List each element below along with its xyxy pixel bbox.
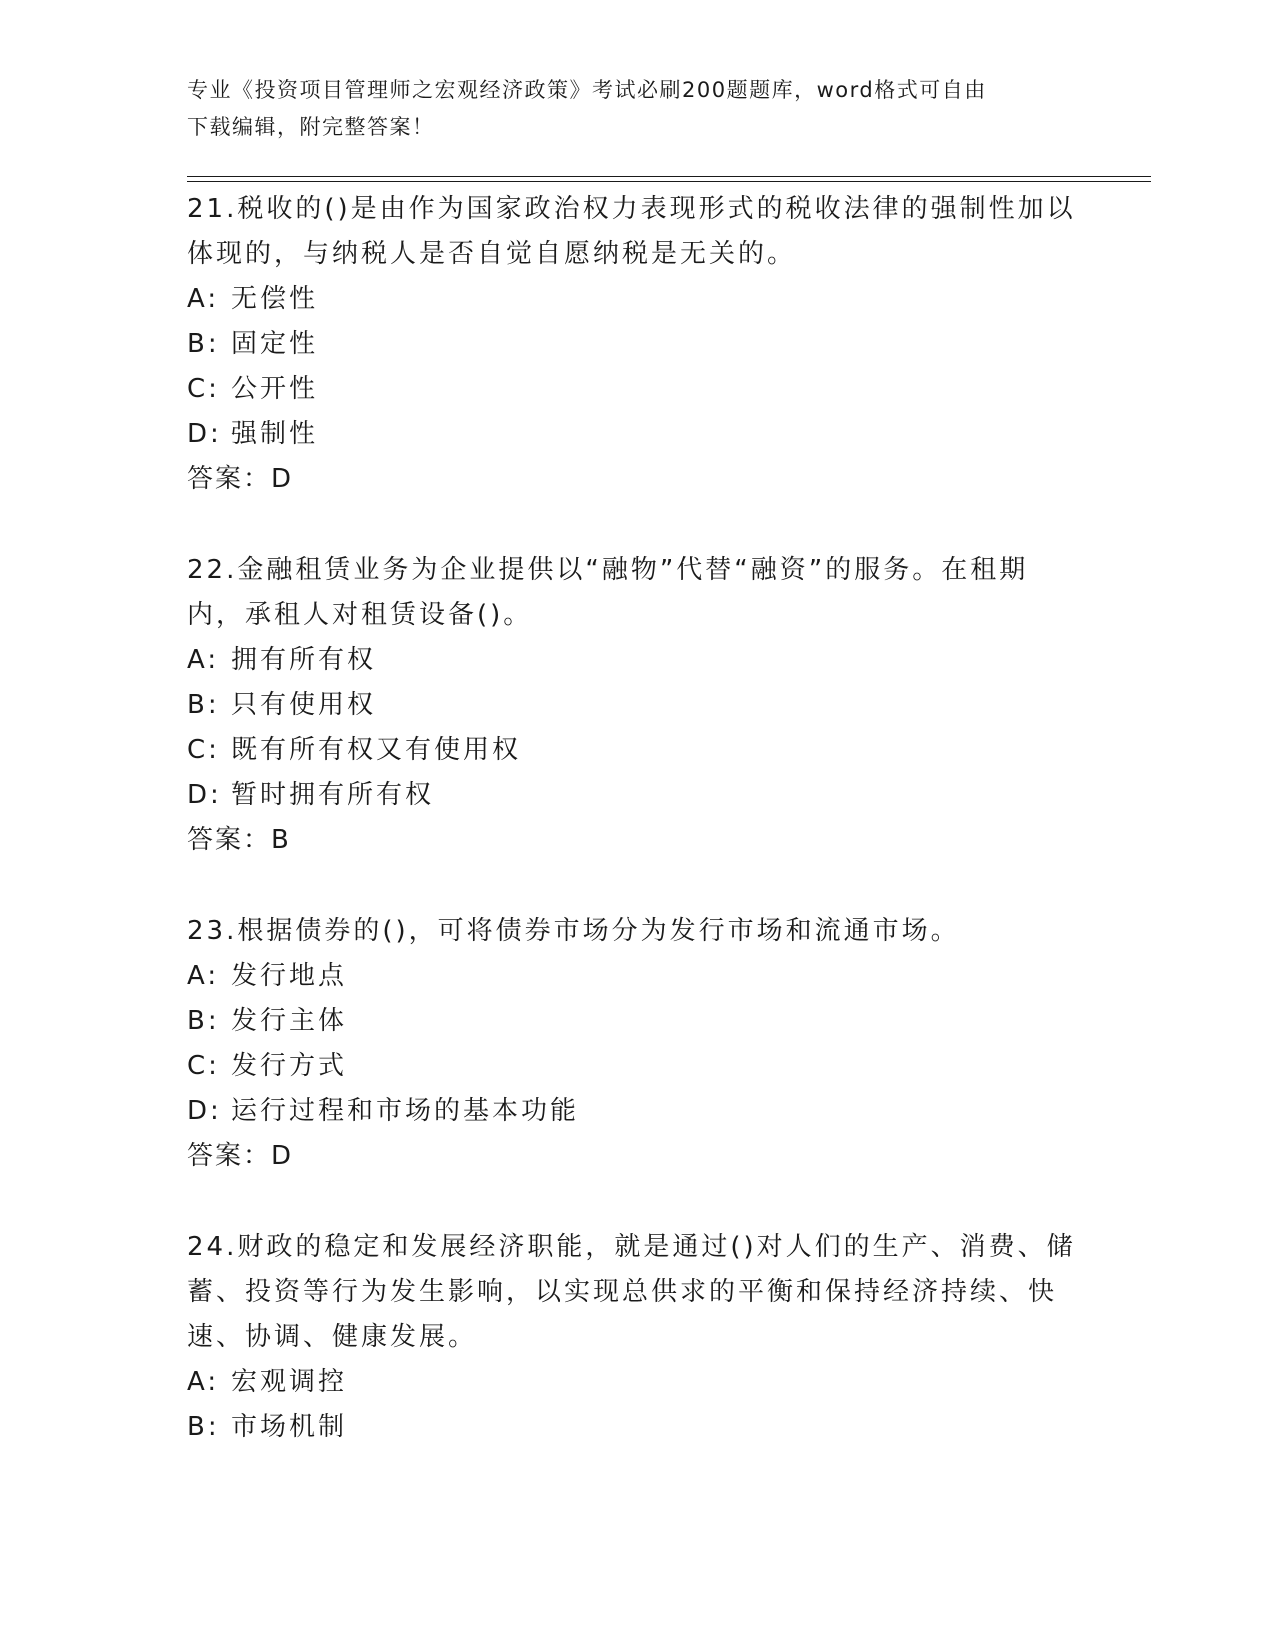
answer-option: [187, 773, 1087, 818]
question-stem-line: 23.根据债券的()，可将债券市场分为发行市场和流通市场。: [187, 916, 960, 946]
answer-option: [187, 728, 1087, 773]
question-list: [187, 187, 1087, 1496]
answer-option: [187, 322, 1087, 367]
option-letter: C:: [187, 374, 220, 404]
question-block: [187, 1225, 1087, 1450]
question-stem-line: 体现的，与纳税人是否自觉自愿纳税是无关的。: [187, 239, 797, 269]
option-letter: B:: [187, 1412, 220, 1442]
option-text: 运行过程和市场的基本功能: [231, 1096, 580, 1126]
option-text: 既有所有权又有使用权: [231, 735, 522, 765]
option-text: 市场机制: [231, 1412, 348, 1442]
header-divider-bottom: [187, 181, 1151, 182]
question-block: [187, 548, 1087, 863]
question-stem-line: 24.财政的稳定和发展经济职能，就是通过()对人们的生产、消费、储: [187, 1232, 1076, 1262]
answer-option: [187, 277, 1087, 322]
answer-option: [187, 412, 1087, 457]
answer-line: 答案：D: [187, 464, 294, 494]
header-divider-top: [187, 176, 1151, 177]
answer-option: [187, 1360, 1087, 1405]
option-text: 只有使用权: [231, 690, 377, 720]
answer-option: [187, 954, 1087, 999]
question-stem-line: 22.金融租赁业务为企业提供以“融物”代替“融资”的服务。在租期: [187, 555, 1029, 585]
option-text: 发行方式: [231, 1051, 348, 1081]
option-text: 固定性: [231, 329, 319, 359]
option-letter: B:: [187, 329, 220, 359]
question-stem-line: 内，承租人对租赁设备()。: [187, 600, 533, 630]
option-letter: A:: [187, 645, 220, 675]
question-stem-line: 21.税收的()是由作为国家政治权力表现形式的税收法律的强制性加以: [187, 194, 1076, 224]
option-letter: C:: [187, 1051, 220, 1081]
answer-option: [187, 1044, 1087, 1089]
option-letter: C:: [187, 735, 220, 765]
option-text: 发行地点: [231, 961, 348, 991]
option-letter: D:: [187, 780, 222, 810]
option-letter: D:: [187, 419, 222, 449]
option-letter: A:: [187, 1367, 220, 1397]
answer-option: [187, 999, 1087, 1044]
option-letter: B:: [187, 1006, 220, 1036]
option-letter: B:: [187, 690, 220, 720]
option-text: 公开性: [231, 374, 319, 404]
answer-option: [187, 367, 1087, 412]
option-text: 强制性: [231, 419, 319, 449]
question-block: [187, 909, 1087, 1179]
answer-option: [187, 1089, 1087, 1134]
option-text: 发行主体: [231, 1006, 348, 1036]
option-letter: A:: [187, 284, 220, 314]
answer-option: [187, 638, 1087, 683]
document-header: [187, 72, 1087, 146]
answer-line: 答案：B: [187, 825, 291, 855]
question-block: [187, 187, 1087, 502]
answer-option: [187, 1405, 1087, 1450]
option-text: 暂时拥有所有权: [231, 780, 435, 810]
option-text: 无偿性: [231, 284, 319, 314]
question-stem-line: 蓄、投资等行为发生影响，以实现总供求的平衡和保持经济持续、快: [187, 1277, 1058, 1307]
answer-line: 答案：D: [187, 1141, 294, 1171]
option-text: 拥有所有权: [231, 645, 377, 675]
header-line-1: 专业《投资项目管理师之宏观经济政策》考试必刷200题题库，word格式可自由: [187, 78, 987, 102]
question-stem-line: 速、协调、健康发展。: [187, 1322, 478, 1352]
option-letter: D:: [187, 1096, 222, 1126]
option-text: 宏观调控: [231, 1367, 348, 1397]
header-line-2: 下载编辑，附完整答案！: [187, 115, 435, 139]
answer-option: [187, 683, 1087, 728]
option-letter: A:: [187, 961, 220, 991]
